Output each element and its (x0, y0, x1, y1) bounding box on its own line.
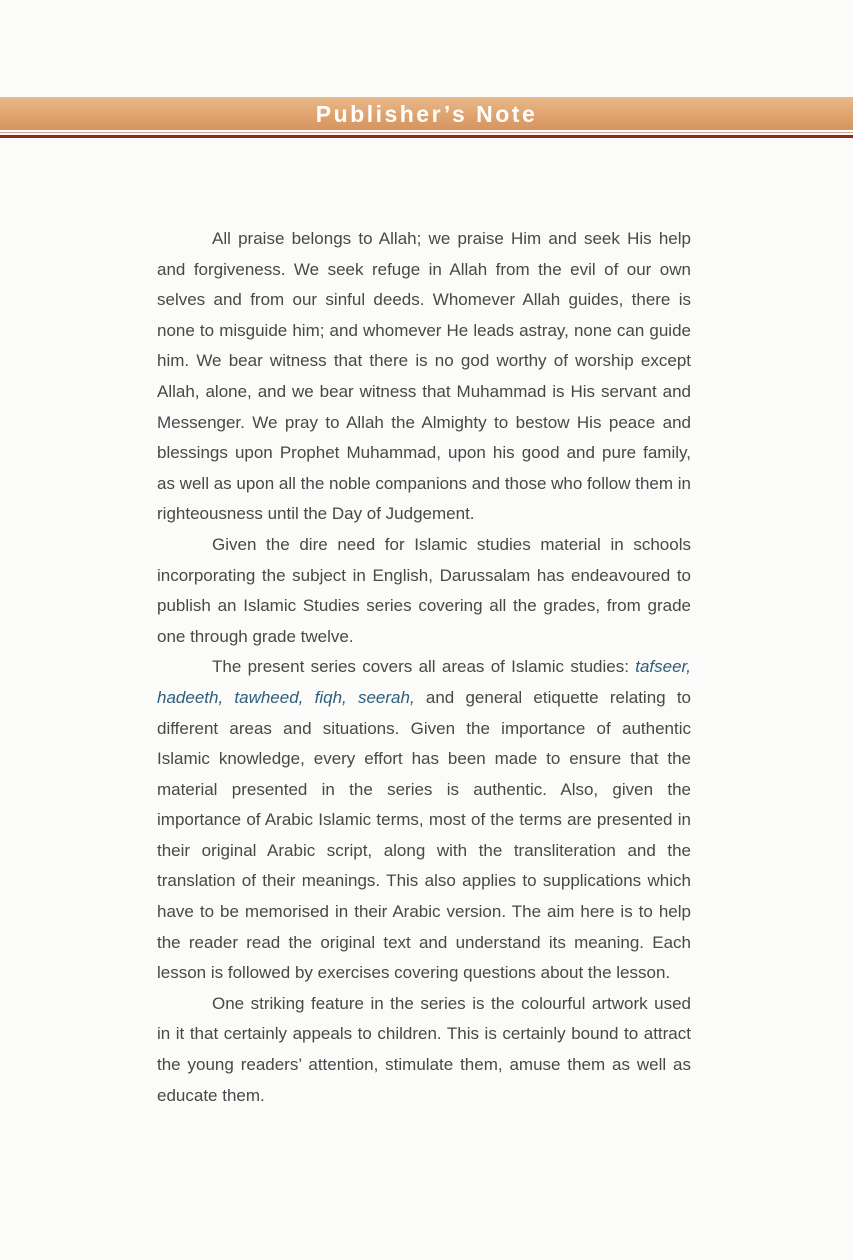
coverage-intro-text: The present series covers all areas of Islamic studies: (212, 657, 636, 677)
header-divider-thin (0, 132, 853, 133)
coverage-rest-text: and general etiquette relating to different areas and situations. Given the importance of authentic Islamic knowledge, every effort has been made to ensure that the material presented in the series is authentic. Also, given the importance of Arabic Islamic terms, most of the terms are presented in their original Arabic script, along with the transliteration and the translation of their meanings. This also applies to supplications which have to be memorised in their Arabic version. The aim here is to help the reader read the original text and understand its meaning. Each lesson is followed by exercises covering questions about the lesson. (157, 687, 691, 983)
paragraph-series-coverage (157, 652, 691, 989)
paragraph-artwork: One striking feature in the series is the colourful artwork used in it that certainly appeals to children. This is certainly bound to attract the young readers’ attention, stimulate them, amuse them as well as educate them. (157, 993, 691, 1105)
note-body (157, 224, 691, 1111)
header-divider (0, 135, 853, 138)
islamic-terms-text: tafseer, hadeeth, tawheed, fiqh, seerah, (157, 657, 691, 707)
paragraph-series-intro: Given the dire need for Islamic studies material in schools incorporating the subject in English, Darussalam has endeavoured to publish an Islamic Studies series covering all the grades, from grade one through grade twelve. (157, 534, 691, 646)
paragraph-praise: All praise belongs to Allah; we praise Him and seek His help and forgiveness. We seek refuge in Allah from the evil of our own selves and from our sinful deeds. Whomever Allah guides, there is none to misguide him; and whomever He leads astray, none can guide him. We bear witness that there is no god worthy of worship except Allah, alone, and we bear witness that Muhammad is His servant and Messenger. We pray to Allah the Almighty to bestow His peace and blessings upon Prophet Muhammad, upon his good and pure family, as well as upon all the noble companions and those who follow them in righteousness until the Day of Judgement. (157, 229, 691, 524)
page-title: Publisher’s Note (315, 101, 538, 127)
